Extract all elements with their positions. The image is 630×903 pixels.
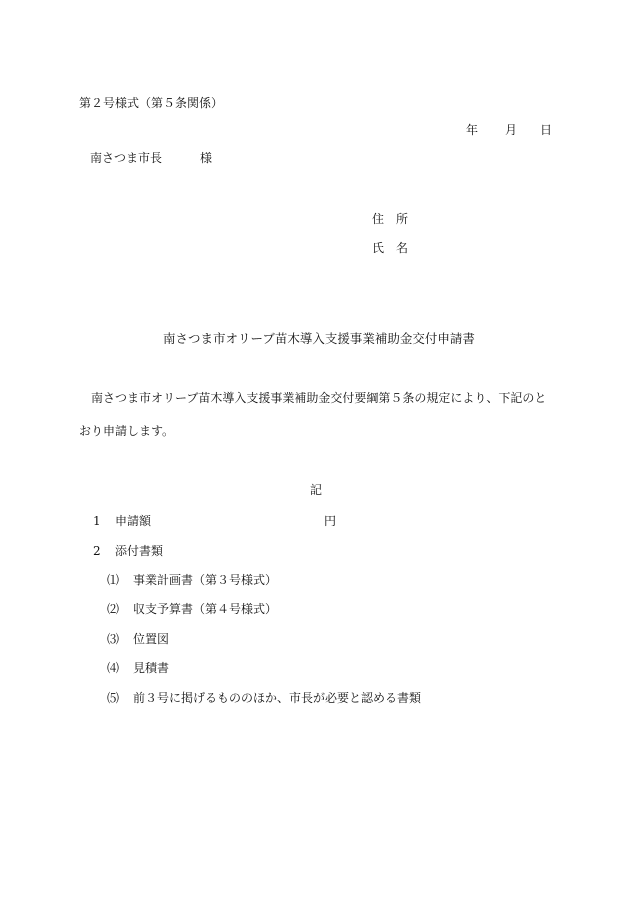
attachment-label: 前３号に掲げるもののほか、市長が必要と認める書類: [133, 691, 422, 705]
attachment-number: ⑶: [107, 632, 120, 646]
item-label: 申請額: [115, 514, 152, 528]
attachment-label: 見積書: [133, 661, 170, 675]
attachment-number: ⑸: [107, 691, 120, 705]
name-label: 氏 名: [372, 241, 409, 255]
addressee-name: 南さつま市長: [90, 151, 163, 165]
document-title: 南さつま市オリーブ苗木導入支援事業補助金交付申請書: [163, 331, 475, 346]
item-number: 2: [93, 544, 101, 558]
body-line-1: 南さつま市オリーブ苗木導入支援事業補助金交付要綱第５条の規定により、下記のと: [91, 391, 547, 405]
attachment-number: ⑵: [107, 602, 120, 616]
item-label: 添付書類: [115, 544, 164, 558]
body-line-2: おり申請します。: [79, 424, 175, 438]
record-heading: 記: [310, 483, 323, 497]
date-month-label: 月: [505, 123, 518, 137]
addressee-honorific: 様: [200, 151, 213, 165]
item-number: 1: [93, 514, 101, 528]
amount-unit: 円: [324, 514, 337, 528]
address-label: 住 所: [372, 212, 409, 226]
attachment-label: 事業計画書（第３号様式）: [133, 573, 278, 587]
form-number: 第２号様式（第５条関係）: [79, 96, 224, 110]
attachment-label: 位置図: [133, 632, 170, 646]
attachment-number: ⑷: [107, 661, 120, 675]
attachment-number: ⑴: [107, 573, 120, 587]
date-year-label: 年: [466, 123, 479, 137]
attachment-label: 収支予算書（第４号様式）: [133, 602, 278, 616]
date-day-label: 日: [540, 123, 553, 137]
